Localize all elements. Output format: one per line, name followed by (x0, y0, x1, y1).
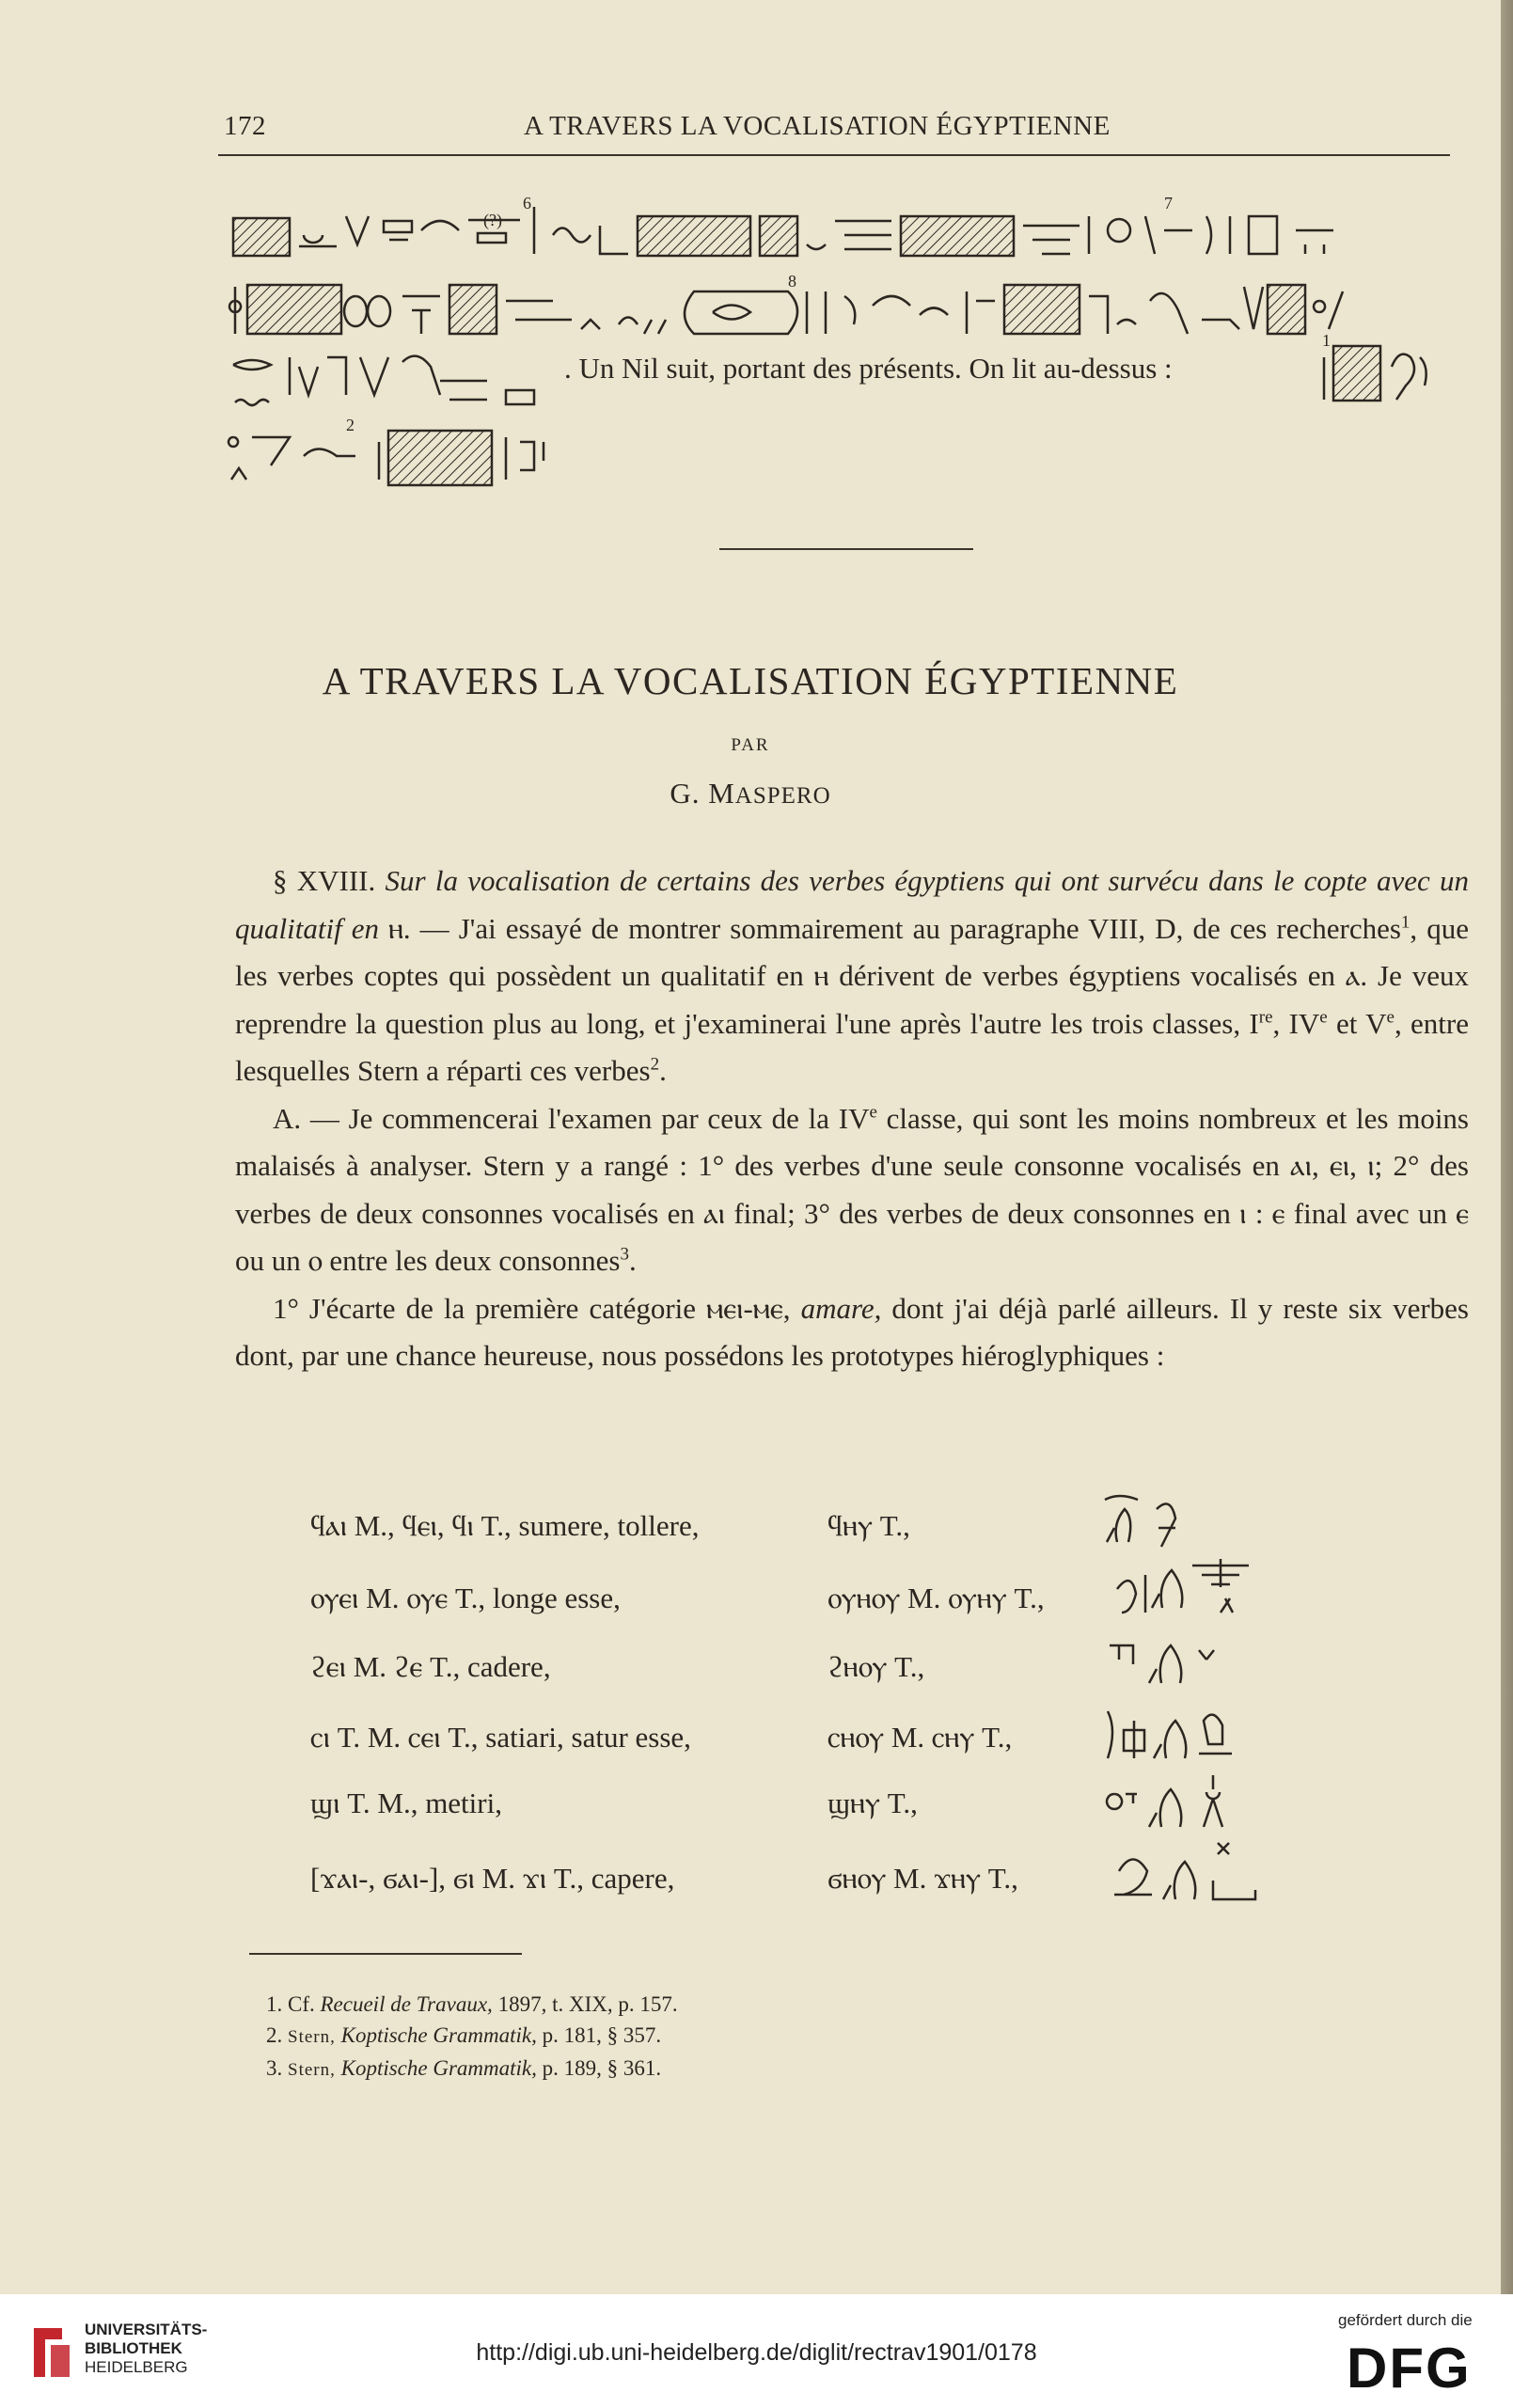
svg-text:6: 6 (523, 194, 531, 212)
hieroglyph-group-6 (1110, 1838, 1298, 1913)
hieroglyph-group-1 (1100, 1490, 1213, 1556)
byline-par: PAR (731, 735, 770, 755)
page-edge (1501, 0, 1513, 2294)
article-title: A TRAVERS LA VOCALISATION ÉGYPTIENNE (322, 659, 1179, 702)
footnote-rule (249, 1953, 522, 1955)
example-right-4: ⲥⲏⲟⲩ M. ⲥⲏⲩ T., (827, 1721, 1013, 1754)
author-initial: G. M (670, 777, 735, 810)
footnote-2: 2. Stern, Koptische Grammatik, p. 181, § 357. (266, 2023, 662, 2047)
hieroglyph-group-2 (1108, 1551, 1277, 1622)
author-surname: ASPERO (734, 783, 831, 809)
footnote-ref: 1 (1400, 912, 1411, 933)
example-left-6: [ϫⲁⲓ-, ϭⲁⲓ-], ϭⲓ M. ϫⲓ T., capere, (310, 1862, 675, 1895)
footnote-1: 1. Cf. Recueil de Travaux, 1897, t. XIX, p. 157. (266, 1992, 678, 2016)
library-name: UNIVERSITÄTS- BIBLIOTHEK HEIDELBERG (85, 2321, 208, 2376)
dfg-logo[interactable]: DFG (1347, 2337, 1472, 2400)
example-left-3: ϩⲉⲓ M. ϩⲉ T., cadere, (310, 1650, 551, 1683)
page-number: 172 (224, 111, 266, 141)
footnote-ref: 3 (620, 1244, 629, 1265)
example-right-2: ⲟⲩⲏⲟⲩ M. ⲟⲩⲏⲩ T., (827, 1582, 1045, 1614)
hieroglyph-line-4 (224, 414, 619, 489)
hieroglyph-inline-text: . Un Nil suit, portant des présents. On lit au-dessus : (564, 352, 1173, 385)
article-body (235, 858, 1469, 1380)
section-rule (719, 548, 973, 550)
example-right-6: ϭⲏⲟⲩ M. ϫⲏⲩ T., (827, 1862, 1018, 1895)
paragraph-1: 1° J'écarte de la première catégorie ⲙⲉⲓ-ⲙⲉ, amare, dont j'ai déjà parlé ailleurs. Il y reste six verbes dont, par une chance heureuse, nous possédons les prototypes hiéroglyphiques : (235, 1291, 1469, 1372)
footnote-3: 3. Stern, Koptische Grammatik, p. 189, § 361. (266, 2056, 662, 2080)
source-url-link[interactable]: http://digi.ub.uni-heidelberg.de/diglit/rectrav1901/0178 (476, 2339, 1037, 2366)
hieroglyph-inline-group (1316, 329, 1467, 409)
hieroglyph-group-5 (1105, 1766, 1274, 1841)
example-left-5: ϣⲓ T. M., metiri, (310, 1786, 502, 1819)
svg-text:8: 8 (788, 272, 796, 291)
svg-text:7: 7 (1164, 194, 1173, 212)
running-title: A TRAVERS LA VOCALISATION ÉGYPTIENNE (524, 111, 1111, 141)
svg-text:(?): (?) (483, 211, 502, 229)
header-rule (218, 154, 1450, 156)
svg-text:1: 1 (1322, 331, 1331, 350)
example-right-5: ϣⲏⲩ T., (827, 1786, 918, 1819)
footnotes (266, 1989, 678, 2085)
paragraph-a: A. — Je commencerai l'examen par ceux de la IVe classe, qui sont les moins nombreux et les moins malaisés à analyser. Stern y a rangé : 1° des verbes d'une seule consonne vocalisés en ⲁⲓ, ⲉⲓ, ⲓ; 2° des verbes de deux consonnes vocalisés en ⲁⲓ final; 3° des verbes de deux consonnes en ⲓ : ⲉ final avec un ⲉ ou un ⲟ entre les deux consonnes$^3$. (235, 1101, 1470, 1277)
paragraph-xviii: § XVIII. Sur la vocalisation de certains des verbes égyptiens qui ont survécu dans le copte avec un qualitatif en ⲏ. — J'ai essayé de montrer sommairement au paragraphe VIII, D, de ces recherches$^1$, que les verbes coptes qui possèdent un qualitatif en ⲏ dérivent de verbes égyptiens vocalisés en ⲁ. Je veux reprendre la question plus au long, et j'examinerai l'une après l'autre les trois classes, Ire, IVe et Ve, entre lesquelles Stern a réparti ces verbes$^2$. (235, 864, 1470, 1087)
author-name (0, 777, 1501, 811)
hieroglyph-line-3 (224, 338, 562, 414)
example-left-4: ⲥⲓ T. M. ⲥⲉⲓ T., satiari, satur esse, (310, 1721, 691, 1754)
funded-caption: gefördert durch die (1338, 2311, 1473, 2329)
hieroglyph-line-1 (224, 188, 1465, 263)
example-right-1: ϥⲏⲩ T., (827, 1509, 910, 1542)
hieroglyph-group-3 (1105, 1627, 1237, 1692)
footnote-ref: 2 (650, 1054, 660, 1075)
hieroglyph-line-2 (224, 268, 1465, 343)
example-left-1: ϥⲁⲓ M., ϥⲉⲓ, ϥⲓ T., sumere, tollere, (310, 1509, 700, 1542)
example-left-2: ⲟⲩⲉⲓ M. ⲟⲩⲉ T., longe esse, (310, 1582, 621, 1614)
svg-text:2: 2 (346, 416, 355, 434)
example-right-3: ϩⲏⲟⲩ T., (827, 1650, 925, 1683)
hieroglyph-group-4 (1100, 1697, 1269, 1772)
running-head (218, 105, 1469, 147)
